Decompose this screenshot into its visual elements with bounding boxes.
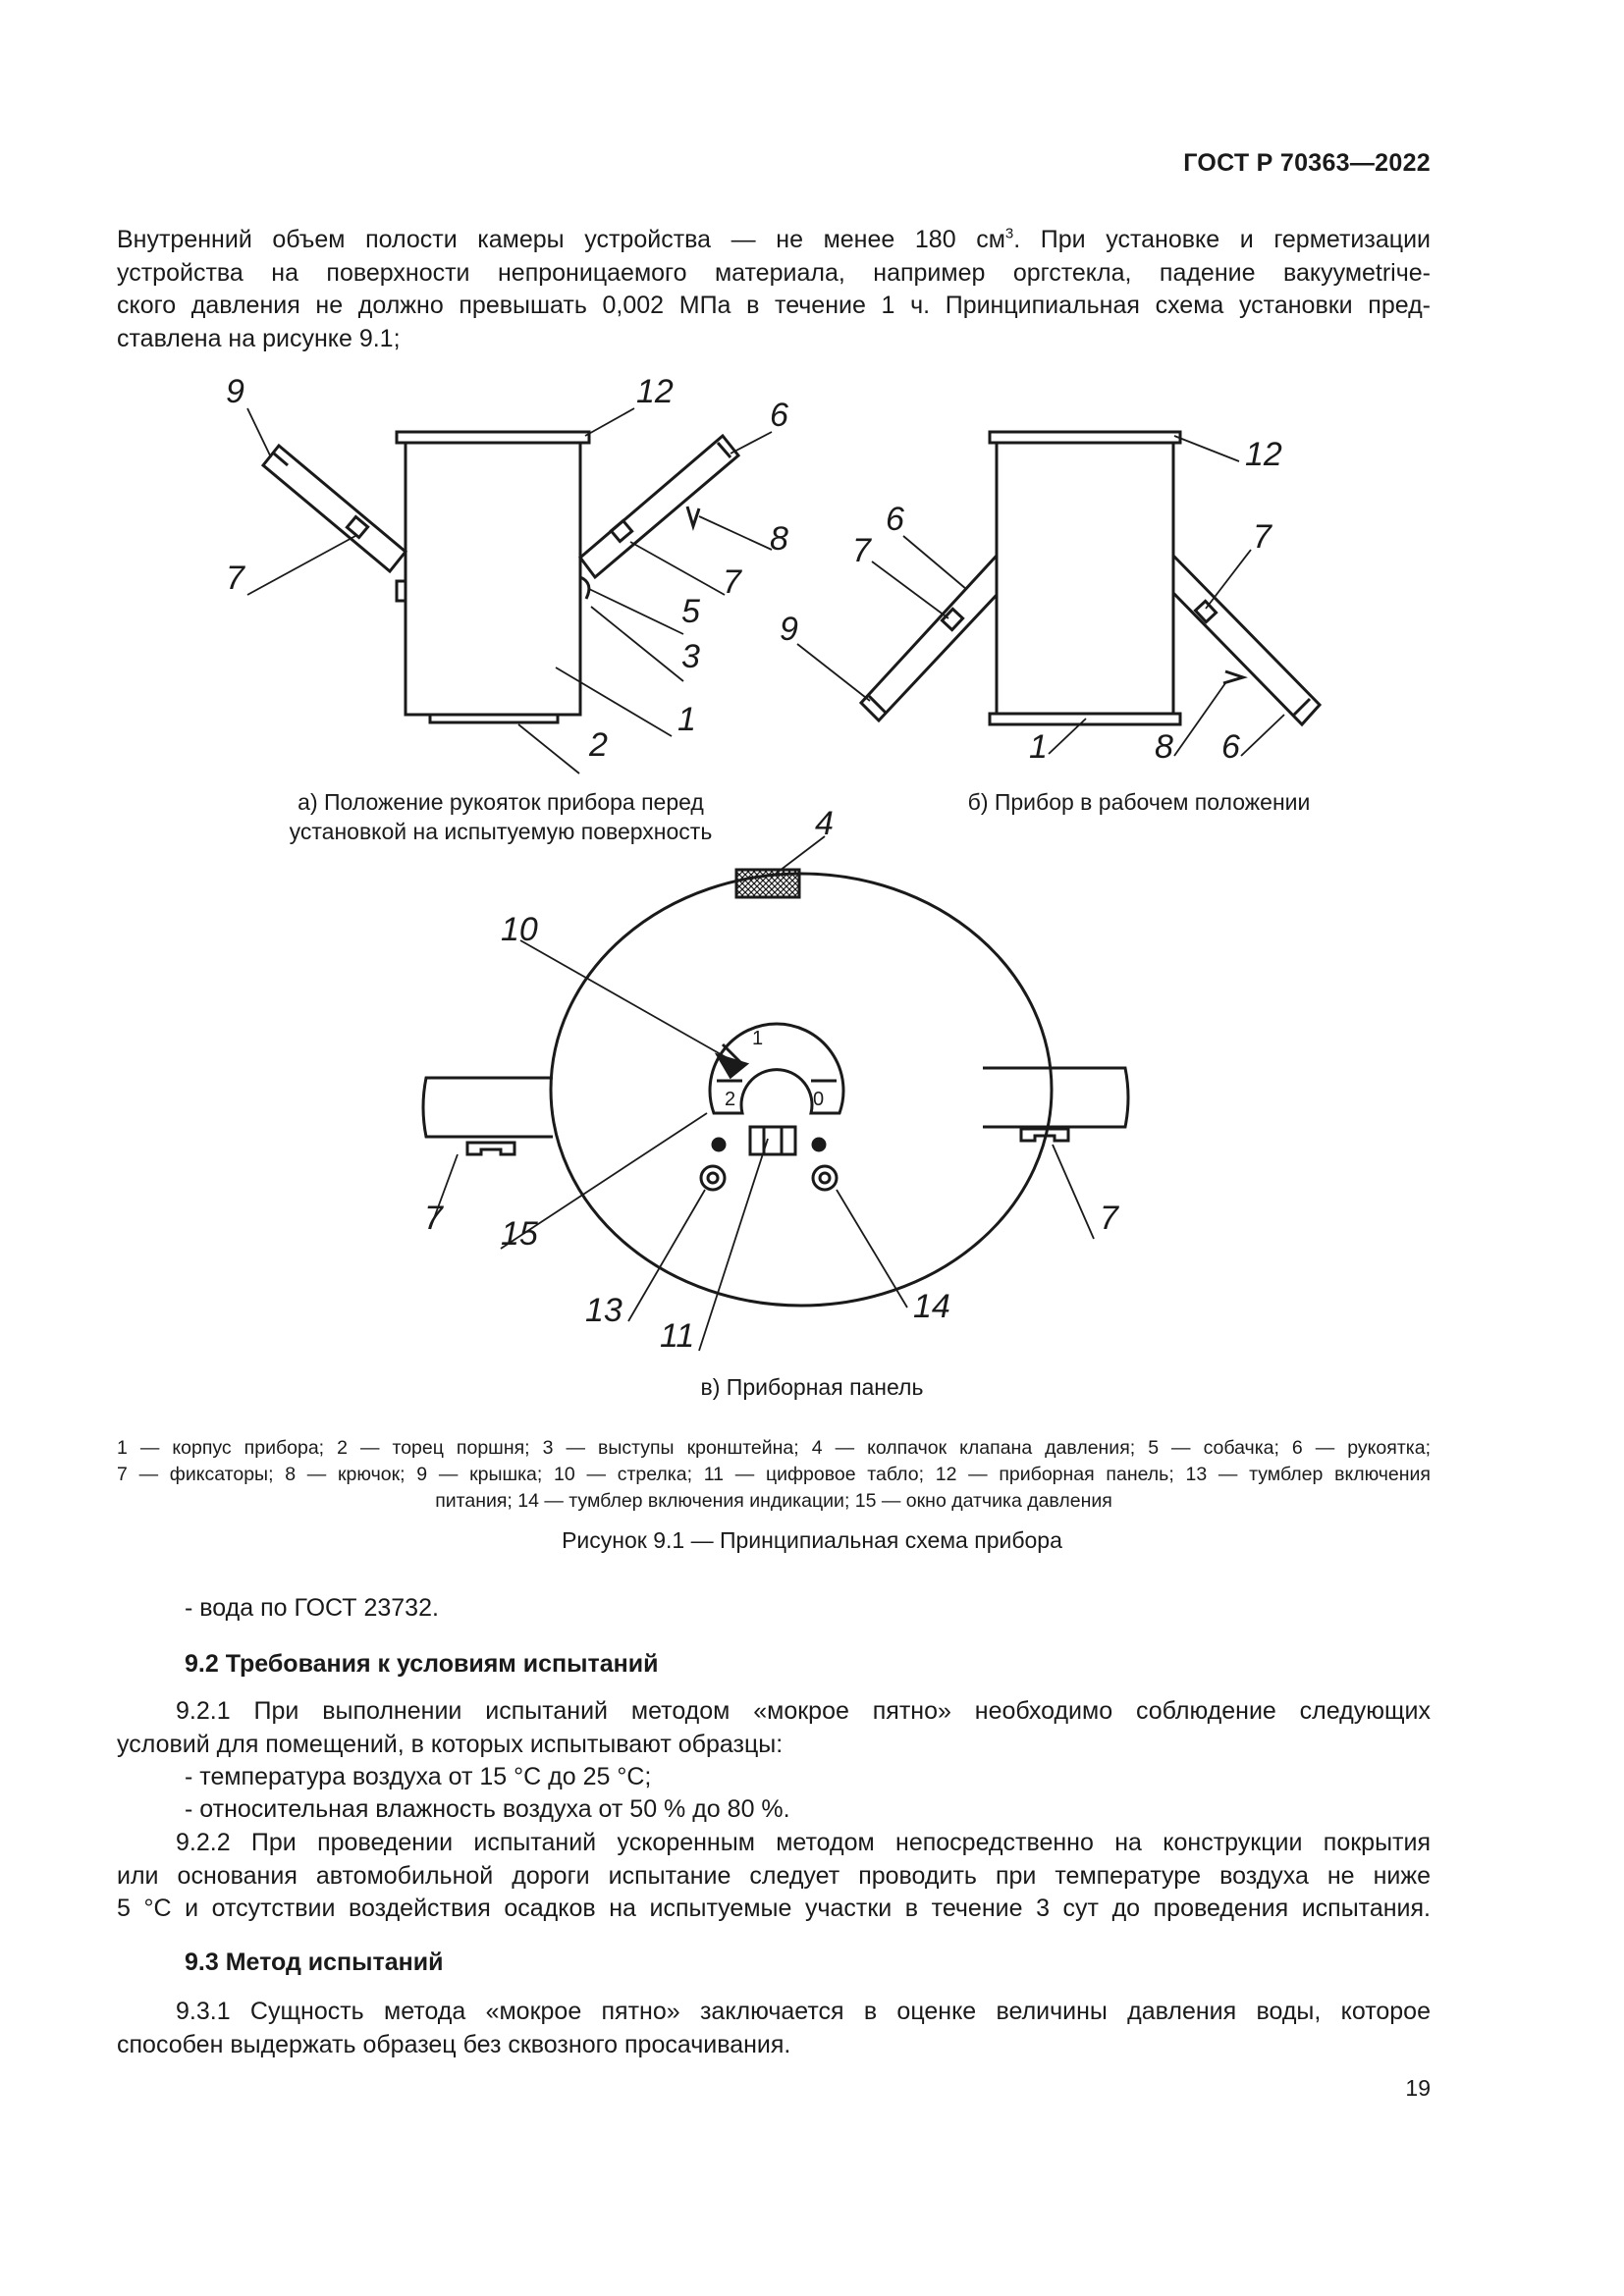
a-piston-end <box>430 715 558 722</box>
b-handle-left <box>861 556 997 721</box>
c-handle-left <box>423 1078 553 1137</box>
b-cap-right <box>1294 699 1310 715</box>
c-leader-14 <box>837 1190 907 1308</box>
b-label-6b: 6 <box>1221 728 1240 766</box>
a-bracket-left <box>397 581 406 601</box>
c-dial-mark-1: 1 <box>752 1028 764 1049</box>
paragraph-9-2-1: 9.2.1 При выполнении испытаний методом «мокрое пятно» необходимо соблюдение следующих условий для помещений, в которых испытывают образцы: <box>117 1697 1431 1758</box>
c-power-switch <box>701 1166 725 1190</box>
b-handle-right <box>1173 556 1320 724</box>
a-leader-2 <box>518 724 579 774</box>
c-indication-switch <box>813 1166 837 1190</box>
b-body <box>997 443 1173 714</box>
a-handle-left <box>263 446 406 571</box>
a-label-12: 12 <box>636 373 674 410</box>
c-indicator-left <box>713 1139 725 1150</box>
a-leader-8 <box>699 516 772 550</box>
c-dial-mark-0: 0 <box>813 1089 825 1110</box>
a-label-1: 1 <box>677 701 696 738</box>
c-label-11: 11 <box>660 1317 695 1355</box>
page-number: 19 <box>1405 2075 1431 2101</box>
a-latch-left <box>347 516 367 537</box>
paragraph-9-2-2: 9.2.2 При проведении испытаний ускоренным методом непосредственно на конструкции покрытия или основания автомобильной дороги испытание следует проводить при температуре воздуха не ниже 5 °С и отсутствии воздействия осадков на испытуемые участки в течение 3 сут до проведения испытания. <box>117 1829 1431 1922</box>
intro-line-3: ского давления не должно превышать 0,002 МПа в течение 1 ч. Принципиальная схема установки пред- <box>117 292 1431 319</box>
a-label-7a: 7 <box>226 560 244 597</box>
c-label-10: 10 <box>501 911 538 948</box>
b-label-1: 1 <box>1029 728 1048 766</box>
diagram-b <box>780 432 1320 766</box>
a-leader-7b <box>630 542 725 595</box>
temperature-item: - температура воздуха от 15 °С до 25 °С; <box>185 1763 652 1790</box>
a-panel-top <box>397 432 589 443</box>
b-label-9: 9 <box>780 611 798 648</box>
intro-line-4: ставлена на рисунке 9.1; <box>117 324 401 352</box>
a-label-9: 9 <box>226 373 244 410</box>
b-leader-7b <box>1206 550 1251 609</box>
b-label-7a: 7 <box>852 532 871 569</box>
b-leader-6b <box>1241 715 1284 756</box>
c-valve-cap <box>736 870 799 897</box>
c-indication-switch-inner <box>820 1173 830 1183</box>
a-label-5: 5 <box>681 593 700 630</box>
c-dial-mark-2: 2 <box>725 1089 736 1110</box>
b-panel-top <box>990 432 1180 443</box>
c-needle <box>718 1055 746 1077</box>
c-handle-right <box>983 1068 1128 1127</box>
b-label-8: 8 <box>1155 728 1173 766</box>
b-cap-left <box>868 695 886 713</box>
diagram-a <box>226 373 788 774</box>
a-handle-right <box>580 436 738 577</box>
b-hook <box>1223 671 1243 683</box>
c-leader-11 <box>699 1139 768 1351</box>
document-id: ГОСТ Р 70363—2022 <box>1183 149 1431 177</box>
figure-legend: 1 — корпус прибора; 2 — торец поршня; 3 — выступы кронштейна; 4 — колпачок клапана давления; 5 — собачка; 6 — рукоятка; 7 — фиксаторы; 8 — крючок; 9 — крышка; 10 — стрелка; 11 — цифровое табло; 12 — приборная панель; 13 — тумблер включения питания; 14 — тумблер включения индикации; 15 — окно датчика давления <box>117 1437 1431 1512</box>
a-leader-12 <box>585 408 634 436</box>
humidity-item: - относительная влажность воздуха от 50 % до 80 %. <box>185 1795 790 1823</box>
intro-line-2: устройства на поверхности непроницаемого материала, например оргстекла, падение вакуумetriче- <box>117 258 1431 287</box>
a-label-2: 2 <box>589 726 608 764</box>
c-label-4: 4 <box>815 805 834 842</box>
a-leader-5 <box>589 589 683 634</box>
paragraph-9-3-1: 9.3.1 Сущность метода «мокрое пятно» заключается в оценке величины давления воды, которое способен выдержать образец без сквозного просачивания. <box>117 1998 1431 2058</box>
c-label-15: 15 <box>501 1215 538 1253</box>
c-leader-7b <box>1053 1145 1094 1239</box>
c-label-7a: 7 <box>424 1200 443 1237</box>
a-hook <box>687 507 699 526</box>
c-power-switch-inner <box>708 1173 718 1183</box>
b-leader-8 <box>1174 683 1225 756</box>
b-leader-6a <box>903 536 966 589</box>
figure-title: Рисунок 9.1 — Принципиальная схема прибора <box>562 1527 1062 1553</box>
caption-c: в) Приборная панель <box>700 1374 924 1400</box>
c-leader-10 <box>520 940 734 1062</box>
b-label-6a: 6 <box>886 501 904 538</box>
c-label-7b: 7 <box>1100 1200 1118 1237</box>
caption-a: а) Положение рукояток прибора перед установкой на испытуемую поверхность <box>289 789 713 844</box>
a-label-3: 3 <box>681 638 700 675</box>
a-cap-left <box>274 454 288 465</box>
c-body-circle <box>551 874 1052 1306</box>
b-leader-7a <box>872 561 948 618</box>
b-leader-9 <box>797 644 870 701</box>
c-indicator-right <box>813 1139 825 1150</box>
a-leader-6 <box>731 432 772 454</box>
a-leader-9 <box>247 408 271 457</box>
a-leader-7a <box>247 536 355 595</box>
a-label-8: 8 <box>770 520 788 558</box>
b-label-7b: 7 <box>1253 518 1272 556</box>
intro-line-1: Внутренний объем полости камеры устройства — не менее 180 $см^3$. При установке и герметизации <box>117 225 1431 253</box>
section-9-2-title: 9.2 Требования к условиям испытаний <box>185 1650 659 1678</box>
c-label-14: 14 <box>913 1288 950 1325</box>
a-latch-right <box>611 520 631 541</box>
c-digital-display <box>750 1127 795 1154</box>
a-label-7b: 7 <box>723 563 741 601</box>
a-body <box>406 443 580 715</box>
c-label-13: 13 <box>585 1292 623 1329</box>
a-leader-3 <box>591 607 683 681</box>
a-leader-1 <box>556 667 672 736</box>
c-latch-left <box>467 1143 514 1154</box>
a-label-6: 6 <box>770 397 788 434</box>
diagram-c <box>423 805 1128 1355</box>
caption-b: б) Прибор в рабочем положении <box>967 789 1311 815</box>
section-9-3-title: 9.3 Метод испытаний <box>185 1949 444 1976</box>
b-leader-12 <box>1174 436 1239 461</box>
water-item: - вода по ГОСТ 23732. <box>185 1594 439 1622</box>
b-label-12: 12 <box>1245 436 1282 473</box>
